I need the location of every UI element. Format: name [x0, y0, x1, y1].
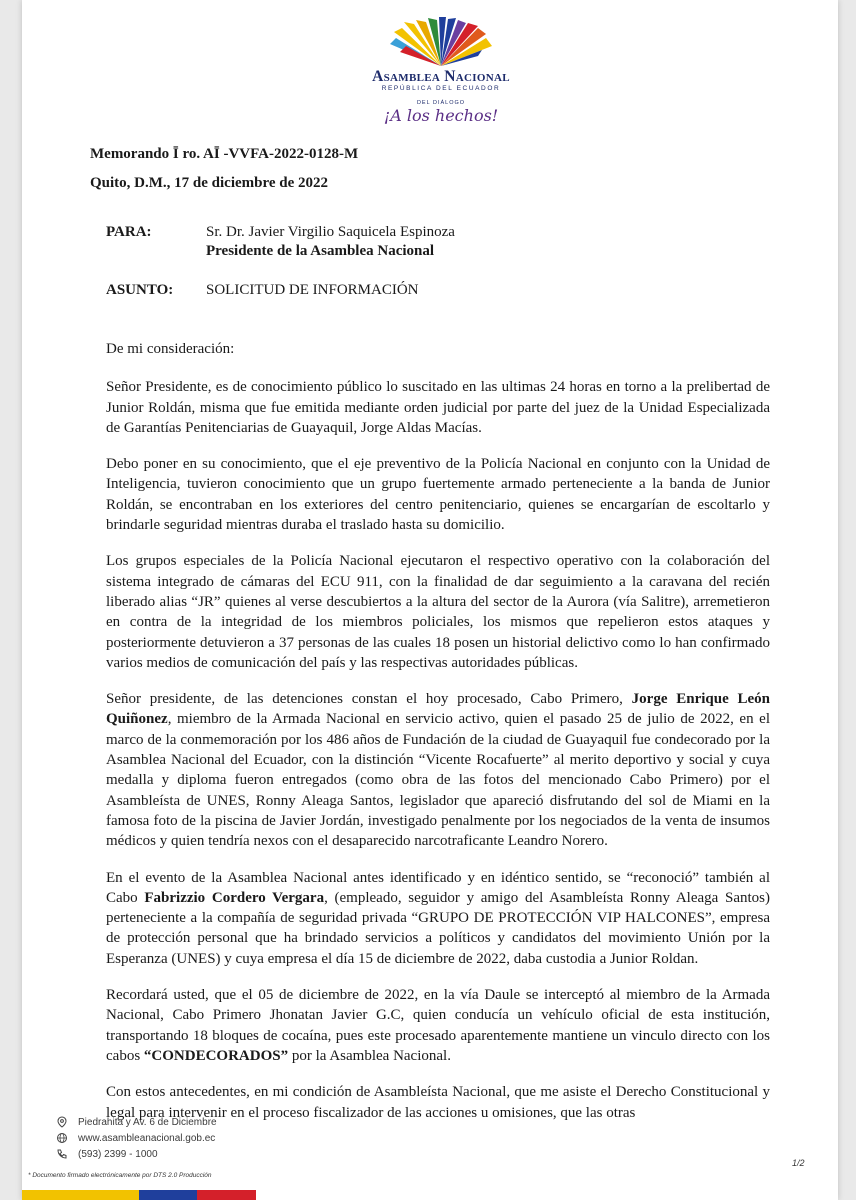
logo-del-dialogo: DEL DIÁLOGO — [416, 100, 466, 106]
paragraph-6: Recordará usted, que el 05 de diciembre de 2022, en la vía Daule se interceptó al miembro de la Armada Nacional, Cabo Primero Jhonatan Javier G.C, quien conducía un vehículo oficial de esta institución, transportando 18 bloques de cocaína, pues este procesado aparentemente mantiene un vinculo directo con los cabos “CONDECORADOS” por la Asamblea Nacional. — [106, 987, 770, 1064]
memo-body — [106, 339, 770, 1139]
location-pin-icon — [56, 1116, 68, 1128]
document-page — [22, 0, 838, 1200]
asamblea-logo — [356, 16, 526, 125]
memo-reference: Memorando Ī ro. AĪ -VVFA-2022-0128-M — [90, 146, 359, 162]
footer-website[interactable]: www.asambleanacional.gob.ec — [56, 1130, 217, 1146]
asunto-block — [22, 282, 838, 302]
paragraph-3: Los grupos especiales de la Policía Nacional ejecutaron el respectivo operativo con la colaboración del sistema integrado de cámaras del ECU 911, con la finalidad de dar seguimiento a la caravana del recién liberado alias “JR” quienes al verse descubiertos a la altura del sector de la Aurora (vía Salitre), arremetieron en contra de la integridad de los miembros policiales, los mismos que repelieron estos ataques y posteriormente detuvieron a 37 personas de las cuales 18 posen un historial delictivo como lo han confirmado varios medios de comunicación del país y las respectivas autoridades públicas. — [106, 553, 770, 671]
flag-red-stripe — [197, 1190, 256, 1200]
paragraph-4: Señor presidente, de las detenciones constan el hoy procesado, Cabo Primero, Jorge Enrique León Quiñonez, miembro de la Armada Nacional en servicio activo, quien el pasado 25 de julio de 2022, en el marco de la conmemoración por los 486 años de Fundación de la ciudad de Guayaquil fue condecorado por la Asamblea Nacional del Ecuador, con la distinción “Vicente Rocafuerte” al merito deportivo y social y cuya medalla y diploma fueron entregados (como obra de las fotos del mencionado Cabo Primero) por el Asambleísta de UNES, Ronny Aleaga Santos, legislador que apareció disfrutando del sol de Miami en la famosa foto de la piscina de Javier Jordán, investigado penalmente por los negociados de la venta de insumos médicos y quien tendría nexos con el desaparecido narcotraficante Leandro Norero. — [106, 691, 770, 850]
logo-slogan: ¡A los hechos! — [383, 106, 499, 125]
asunto-value: SOLICITUD DE INFORMACIÓN — [206, 282, 419, 298]
phone-icon — [56, 1148, 68, 1160]
flag-blue-stripe — [139, 1190, 197, 1200]
paragraph-5: En el evento de la Asamblea Nacional antes identificado y en idéntico sentido, se “reconoció” también al Cabo Fabrizzio Cordero Vergara, (empleado, seguidor y amigo del Asambleísta Ronny Aleaga Santos) perteneciente a la compañía de seguridad privada “GRUPO DE PROTECCIÓN VIP HALCONES”, empresa de protección personal que ha brindado servicios a políticos y candidatos del movimiento Unión por la Esperanza (UNES) y cuya empresa el día 15 de diciembre de 2022, daba custodia a Junior Roldan. — [106, 869, 770, 967]
flag-yellow-stripe — [22, 1190, 139, 1200]
para-label: PARA: — [106, 224, 152, 240]
greeting: De mi consideración: — [106, 341, 235, 357]
paragraph-2: Debo poner en su conocimiento, que el eje preventivo de la Policía Nacional en conjunto con la Unidad de Inteligencia, tuvieron conocimiento que un grupo fuertemente armado perteneciente a la banda de Junior Roldán, se encontraban en los exteriores del centro penitenciario, quienes se encargarían de escoltarlo y brindarle seguridad mientras duraba el traslado hasta su domicilio. — [106, 456, 770, 534]
name-leon: Jorge Enrique León Quiñonez — [106, 691, 770, 728]
paragraph-7: Con estos antecedentes, en mi condición de Asambleísta Nacional, que me asiste el Derecho Constitucional y legal para intervenir en el proceso fiscalizador de las acciones u omisiones, que las otras — [106, 1084, 770, 1121]
logo-title: Asamblea Nacional — [372, 68, 510, 85]
para-title: Presidente de la Asamblea Nacional — [206, 243, 435, 259]
memo-date: Quito, D.M., 17 de diciembre de 2022 — [90, 175, 329, 191]
condor-emblem-icon — [386, 16, 496, 70]
electronic-signature-note: * Documento firmado electrónicamente por DTS 2.0 Producción — [28, 1172, 212, 1179]
paragraph-1: Señor Presidente, es de conocimiento público lo suscitado en las ultimas 24 horas en torno a la prelibertad de Junior Roldán, misma que fue emitida mediante orden judicial por parte del juez de la Unidad Especializada de Garantías Penitenciarias de Guayaquil, Jorge Aldas Macías. — [106, 379, 770, 436]
logo-subtitle: REPÚBLICA DEL ECUADOR — [381, 85, 501, 92]
footer-phone: (593) 2399 - 1000 — [56, 1146, 217, 1162]
condecorados-emphasis: “CONDECORADOS” — [143, 1047, 289, 1064]
flag-color-bar — [22, 1190, 256, 1200]
footer-address: Piedrahita y Av. 6 de Diciembre — [56, 1114, 217, 1130]
para-block — [22, 224, 838, 264]
page-number: 1/2 — [792, 1158, 805, 1168]
name-cordero: Fabrizzio Cordero Vergara — [144, 889, 325, 906]
footer-contact — [56, 1114, 217, 1162]
para-name: Sr. Dr. Javier Virgilio Saquicela Espinoza — [206, 224, 455, 240]
globe-icon — [56, 1132, 68, 1144]
asunto-label: ASUNTO: — [106, 282, 174, 298]
